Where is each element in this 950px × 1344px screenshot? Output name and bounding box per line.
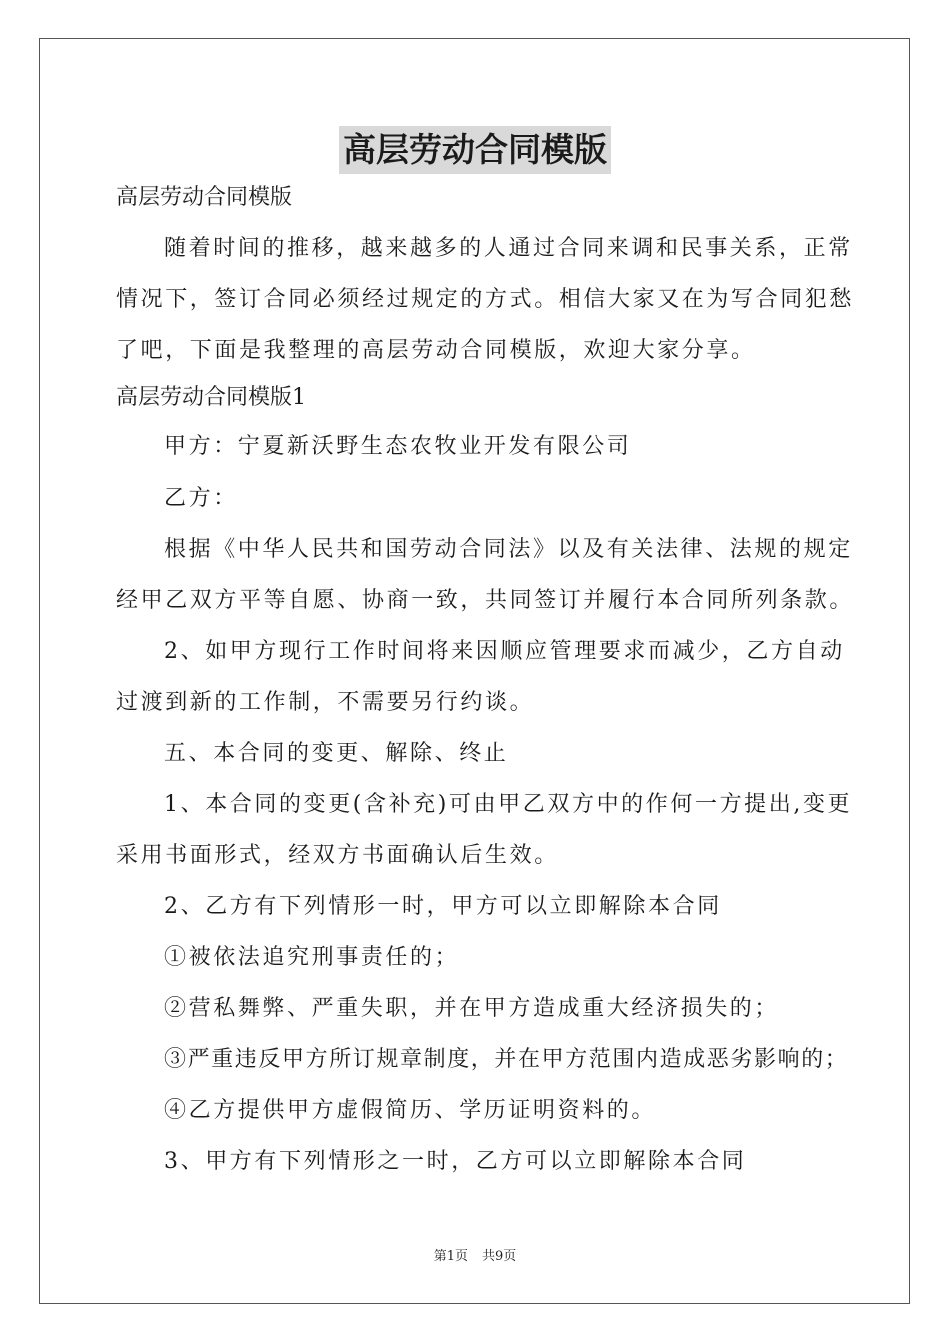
page-total: 共9页 xyxy=(482,1249,517,1264)
list-item: ④乙方提供甲方虚假简历、学历证明资料的。 xyxy=(164,1098,657,1123)
paragraph-line: 情况下，签订合同必须经过规定的方式。相信大家又在为写合同犯愁 xyxy=(116,287,855,312)
subtitle-line: 高层劳动合同模版 xyxy=(116,185,293,210)
paragraph-line: 经甲乙双方平等自愿、协商一致，共同签订并履行本合同所列条款。 xyxy=(116,588,855,613)
list-item: ②营私舞弊、严重失职，并在甲方造成重大经济损失的； xyxy=(164,996,780,1021)
paragraph-line: 五、本合同的变更、解除、终止 xyxy=(164,741,509,766)
section-heading: 高层劳动合同模版1 xyxy=(116,385,306,410)
paragraph-line: 了吧，下面是我整理的高层劳动合同模版，欢迎大家分享。 xyxy=(116,338,756,363)
list-item: ①被依法追究刑事责任的； xyxy=(164,945,460,970)
paragraph-line: 乙方： xyxy=(164,486,238,511)
paragraph-line: 随着时间的推移，越来越多的人通过合同来调和民事关系，正常 xyxy=(164,236,853,261)
paragraph-line: 根据《中华人民共和国劳动合同法》以及有关法律、法规的规定 xyxy=(164,537,853,562)
paragraph-line: 过渡到新的工作制，不需要另行约谈。 xyxy=(116,690,535,715)
paragraph-line: 2、如甲方现行工作时间将来因顺应管理要求而减少，乙方自动 xyxy=(164,639,845,664)
list-item: ③严重违反甲方所订规章制度，并在甲方范围内造成恶劣影响的； xyxy=(164,1047,849,1072)
paragraph-line: 3、甲方有下列情形之一时，乙方可以立即解除本合同 xyxy=(164,1149,747,1174)
paragraph-line: 2、乙方有下列情形一时，甲方可以立即解除本合同 xyxy=(164,894,722,919)
title-text: 高层劳动合同模版 xyxy=(339,126,611,174)
paragraph-line: 1、本合同的变更(含补充)可由甲乙双方中的作何一方提出,变更 xyxy=(164,792,853,817)
page-number: 第1页 xyxy=(433,1249,468,1264)
page-footer xyxy=(0,1245,950,1264)
document-title xyxy=(0,126,950,174)
paragraph-line: 采用书面形式，经双方书面确认后生效。 xyxy=(116,843,559,868)
paragraph-line: 甲方：宁夏新沃野生态农牧业开发有限公司 xyxy=(164,434,632,459)
